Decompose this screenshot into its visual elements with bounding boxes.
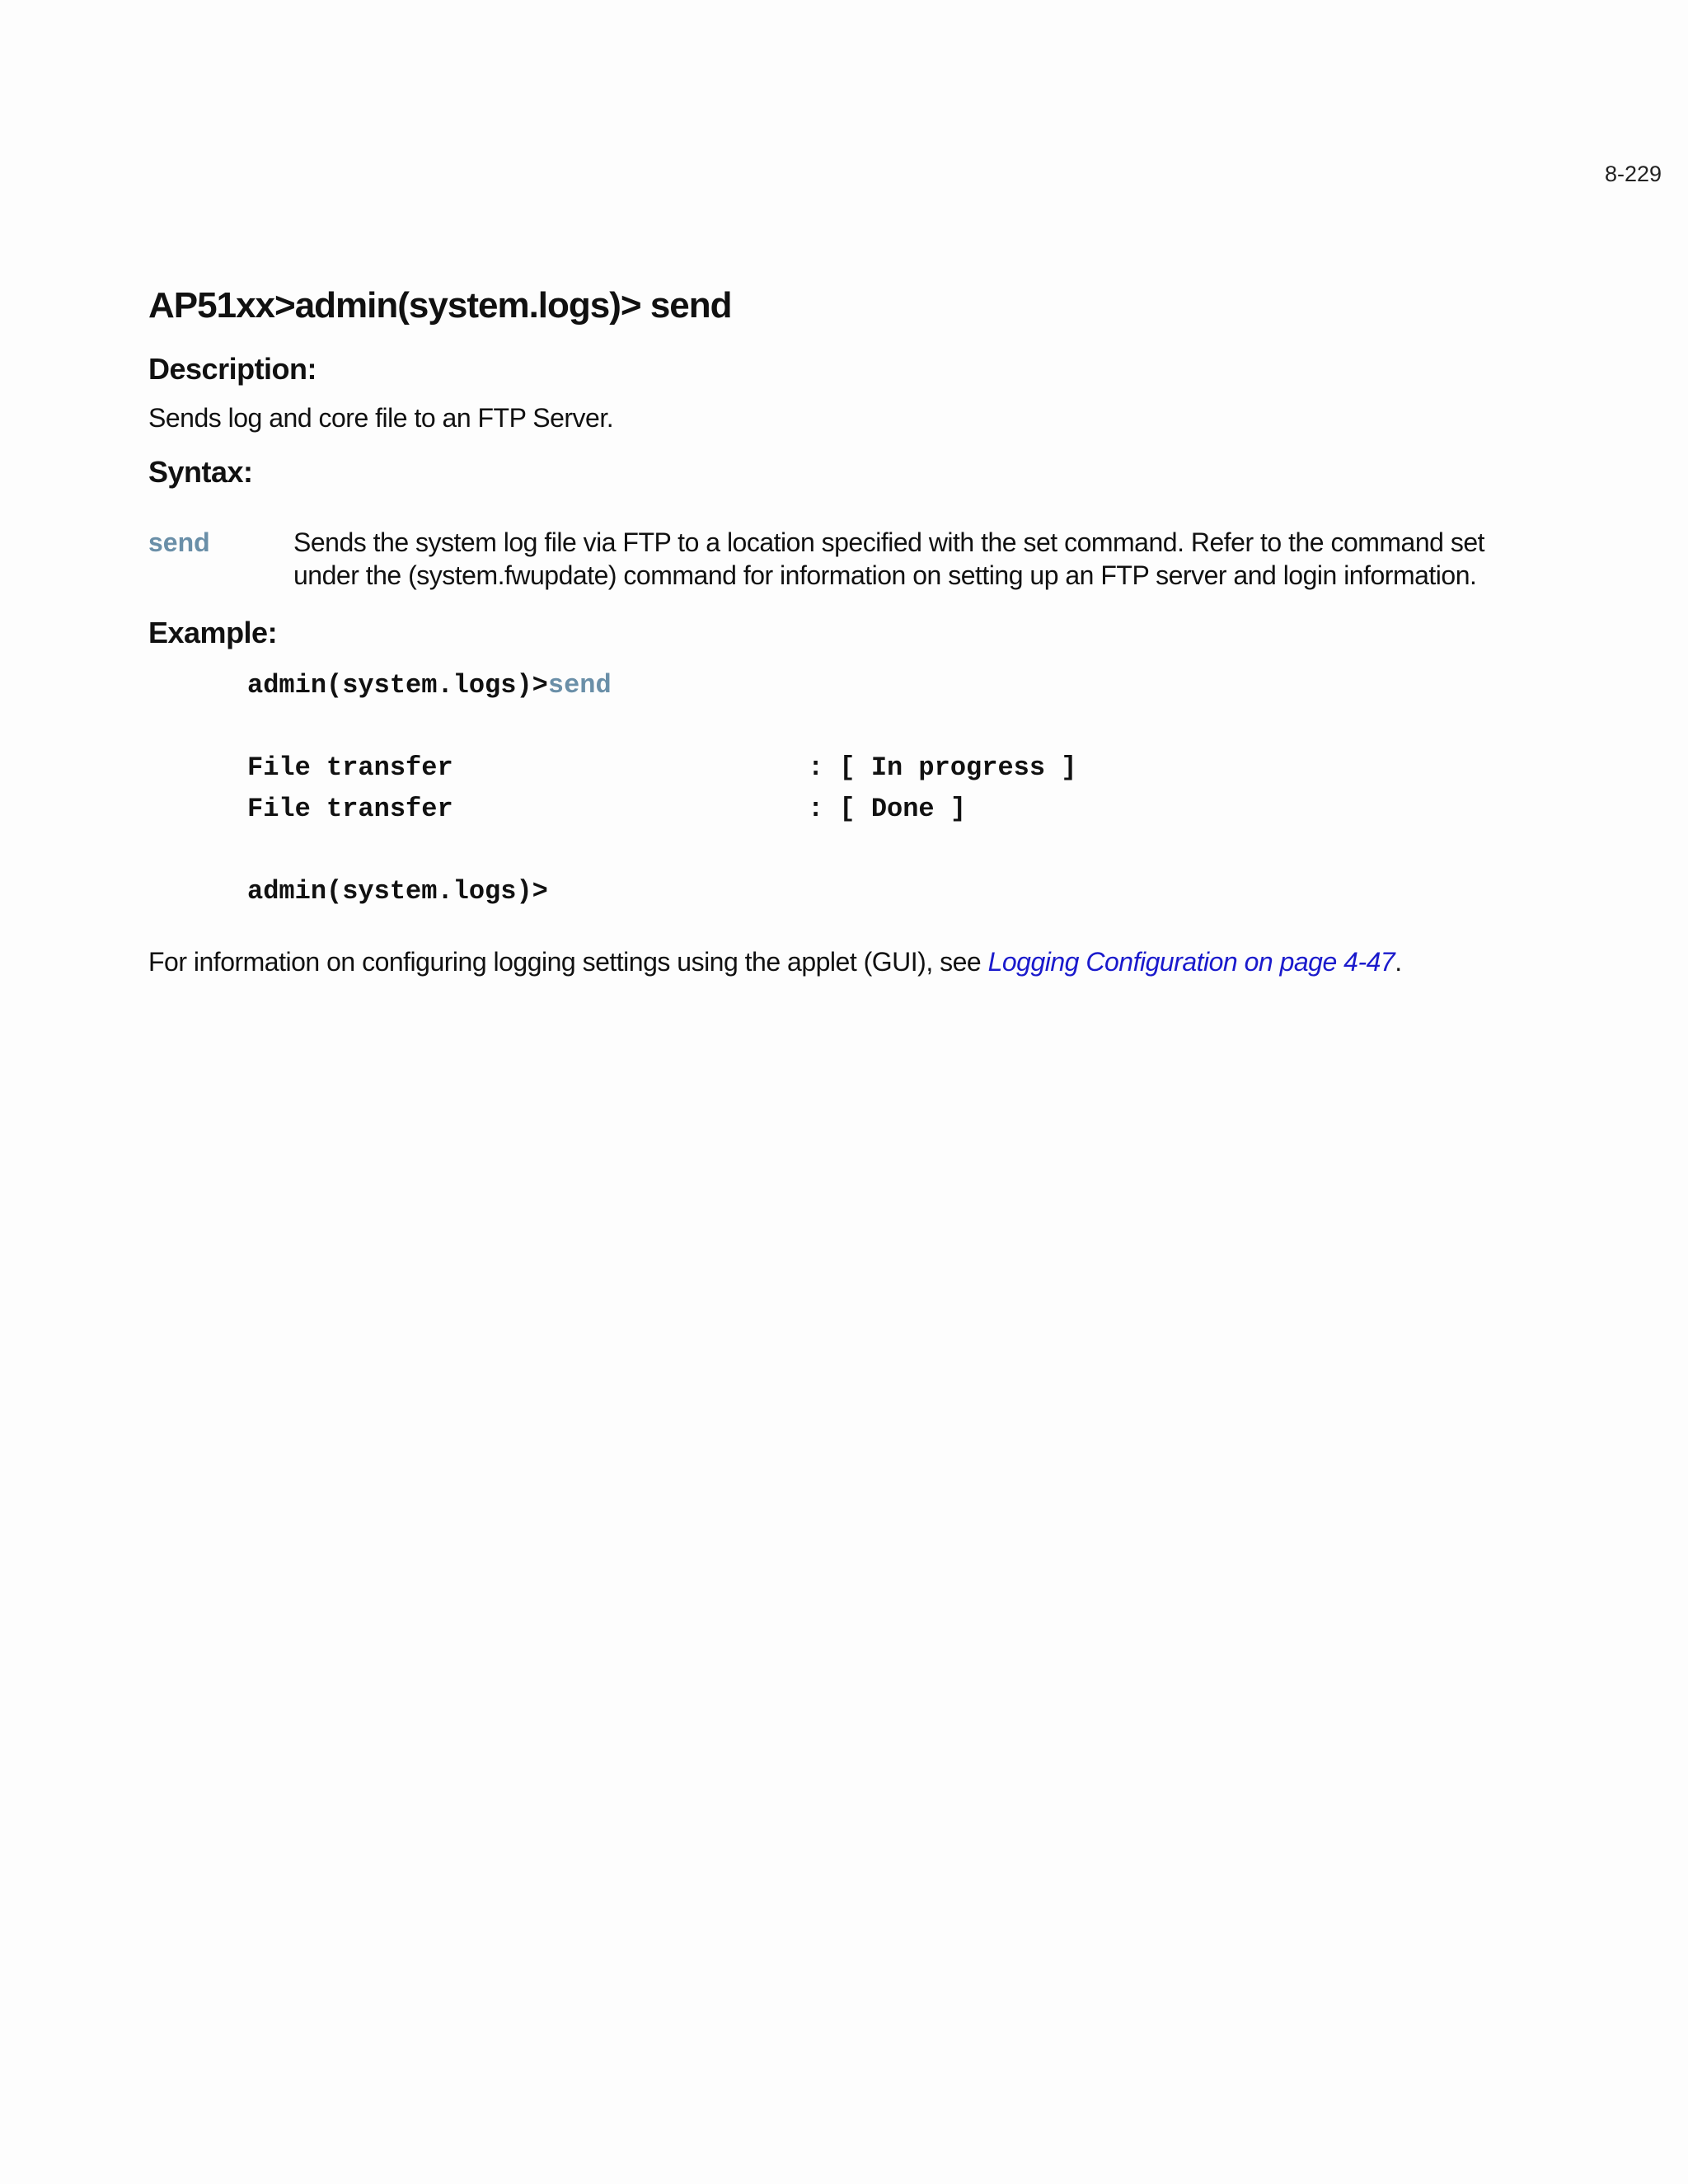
code-final-prompt: admin(system.logs)> bbox=[247, 875, 548, 907]
code-blank-line bbox=[247, 706, 1648, 748]
code-prompt-line bbox=[247, 665, 1648, 706]
code-blank-line bbox=[247, 830, 1648, 871]
code-output-value: : [ Done ] bbox=[808, 793, 967, 824]
code-output-value: : [ In progress ] bbox=[808, 752, 1077, 783]
footer-text-after: . bbox=[1395, 946, 1402, 977]
code-output-label: File transfer bbox=[247, 793, 453, 824]
syntax-heading: Syntax: bbox=[148, 454, 253, 489]
description-heading: Description: bbox=[148, 351, 317, 386]
code-prompt: admin(system.logs)> bbox=[247, 669, 548, 701]
command-title: AP51xx>admin(system.logs)> send bbox=[148, 285, 732, 326]
code-output-label: File transfer bbox=[247, 752, 453, 783]
example-heading: Example: bbox=[148, 615, 278, 649]
example-code-block bbox=[247, 665, 1648, 912]
code-output-line bbox=[247, 789, 1648, 830]
code-command: send bbox=[547, 669, 612, 701]
code-final-prompt-line bbox=[247, 871, 1648, 912]
logging-configuration-link[interactable]: Logging Configuration on page 4-47 bbox=[987, 946, 1395, 977]
description-text: Sends log and core file to an FTP Server. bbox=[148, 402, 614, 433]
footer-text-before: For information on configuring logging settings using the applet (GUI), see bbox=[148, 946, 988, 977]
syntax-description: Sends the system log file via FTP to a location specified with the set command. Refer to the command set under the (system.fwupdate) command for information on setting up an FTP server and login information. bbox=[293, 527, 1485, 590]
page-content bbox=[148, 284, 1648, 1006]
syntax-definition-row bbox=[148, 526, 1648, 592]
footer-reference bbox=[148, 945, 1648, 980]
syntax-term: send bbox=[148, 527, 210, 557]
page-number: 8-229 bbox=[1604, 162, 1662, 186]
code-output-line bbox=[247, 748, 1648, 789]
